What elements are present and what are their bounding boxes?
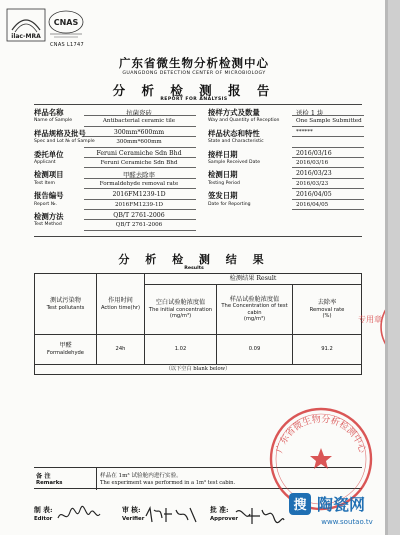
results-table <box>34 273 362 375</box>
remarks-label-en: Remarks <box>36 480 63 486</box>
col-initial-header: 空白试验舱浓度值 The initial concentration (mg/m³) <box>145 284 217 334</box>
method-value: QB/T 2761-2006 <box>113 211 165 219</box>
item-label: 检测项目 <box>34 170 64 180</box>
client-value-en: Feruni Ceramiche Sdn Bhd <box>100 159 178 166</box>
site-watermark-icon <box>287 490 397 530</box>
row-pollutant: 甲醛 Formaldehyde <box>35 334 97 364</box>
state-label: 样品状态和特性 <box>208 128 260 138</box>
spec-label-en: Spec and Lot № of Sample <box>34 139 95 145</box>
testing-label: 检测日期 <box>208 170 238 180</box>
method-label-en: Test Method <box>34 222 62 228</box>
row-initial: 1.02 <box>145 334 217 364</box>
received-value-en: 2016/03/16 <box>296 159 329 166</box>
item-value-en: Formaldehyde removal rate <box>99 180 179 187</box>
report-title: 分 析 检 测 报 告 <box>112 83 276 98</box>
receive-way-label-en: Way and Quantity of Reception <box>208 118 280 124</box>
results-title: 分 析 检 测 结 果 <box>118 253 270 266</box>
received-label-en: Sample Received Date <box>208 159 261 165</box>
col-rate-header: 去除率 Removal rate (%) <box>293 284 362 334</box>
verifier-signature-icon <box>144 504 200 526</box>
results-title-en: Results <box>184 266 204 271</box>
testing-value-en: 2016/03/23 <box>296 180 329 187</box>
col-sample-header: 样品试验舱浓度值 The Concentration of test cabin (mg/m³) <box>217 284 293 334</box>
remarks-label: 备 注 <box>36 473 51 480</box>
cnas-logo-icon <box>46 8 86 42</box>
received-label: 接样日期 <box>208 149 238 159</box>
result-group-header: 检测结果 Result <box>145 274 362 285</box>
table-row <box>35 334 362 364</box>
sample-name-label-en: Name of Sample <box>34 118 73 124</box>
row-time: 24h <box>97 334 145 364</box>
item-value: 甲醛去除率 <box>123 171 155 180</box>
receive-way-value: 送检 1 块 <box>296 109 324 117</box>
method-label: 检测方法 <box>34 211 64 221</box>
issue-value-en: 2016/04/05 <box>296 201 329 208</box>
row-sample: 0.09 <box>217 334 293 364</box>
client-value: Feruni Ceramiche Sdn Bhd <box>96 149 182 157</box>
received-value: 2016/03/16 <box>296 149 332 157</box>
report-no-label-en: Report №. <box>34 201 57 207</box>
client-label: 委托单位 <box>34 149 64 159</box>
report-no-value: 2016FM1239-1D <box>112 191 166 199</box>
remarks-text-en: The experiment was performed in a 1m³ test cabin. <box>100 480 236 486</box>
item-label-en: Test Item <box>34 180 55 186</box>
svg-text:CNAS: CNAS <box>53 18 79 27</box>
issue-label: 签发日期 <box>208 191 238 201</box>
col-time-header: 作用时间 Action time(hr) <box>97 274 145 335</box>
spec-label: 样品规格及批号 <box>34 128 86 138</box>
approver-label: 批 准: Approver <box>210 506 239 522</box>
svg-text:搜: 搜 <box>293 498 307 513</box>
col-pollutant-header: 测试污染物 Test pollutants <box>35 274 97 335</box>
editor-label: 制 表: Editor <box>34 506 53 522</box>
testing-label-en: Testing Period <box>208 180 240 186</box>
cnas-number: CNAS L1747 <box>50 42 84 48</box>
report-no-value-en: 2016FM1239-1D <box>114 201 163 208</box>
spec-value-en: 300mm*600mm <box>116 139 162 146</box>
ilac-mra-logo-icon <box>6 8 46 42</box>
state-label-en: State and Characteristic <box>208 139 264 145</box>
state-value: ****** <box>296 128 313 135</box>
info-rule <box>34 236 362 237</box>
certification-logos <box>6 6 96 50</box>
sample-name-value: 抗菌瓷砖 <box>126 109 152 117</box>
side-stamp-icon <box>356 300 388 354</box>
side-stamp-text: 专用章 <box>358 315 382 324</box>
stamp-text: 广东省微生物分析检测中心 <box>275 414 367 455</box>
receive-way-label: 接样方式及数量 <box>208 108 260 117</box>
issue-label-en: Date for Reporting <box>208 201 251 207</box>
sample-info <box>34 106 362 231</box>
receive-way-value-en: One Sample Submitted <box>296 118 362 125</box>
remarks-text: 样品在 1m³ 试验舱内进行实验。 <box>100 473 182 479</box>
sample-name-label: 样品名称 <box>34 108 64 117</box>
issue-value: 2016/04/05 <box>296 191 332 199</box>
watermark-url: www.soutao.tv <box>321 518 373 526</box>
client-label-en: Applicant <box>34 159 56 165</box>
center-title: 广东省微生物分析检测中心 <box>119 56 269 70</box>
header-rule <box>34 104 362 105</box>
watermark-brand: 陶瓷网 <box>317 495 366 514</box>
spec-value: 300mm*600mm <box>113 128 165 136</box>
blank-below-note: （以下空白 blank below） <box>35 364 362 374</box>
testing-value: 2016/03/23 <box>296 170 332 178</box>
sample-name-value-en: Antibacterial ceramic tile <box>102 118 176 125</box>
method-value-en: QB/T 2761-2006 <box>115 222 163 229</box>
report-title-en: REPORT FOR ANALYSIS <box>160 97 228 102</box>
center-subtitle: GUANGDONG DETECTION CENTER OF MICROBIOLOGY <box>122 71 266 76</box>
svg-text:ilac-MRA: ilac-MRA <box>11 33 41 40</box>
verifier-label: 审 核: Verifier <box>122 506 145 522</box>
row-rate: 91.2 <box>293 334 362 364</box>
report-no-label: 报告编号 <box>34 191 64 201</box>
editor-signature-icon <box>56 504 102 526</box>
